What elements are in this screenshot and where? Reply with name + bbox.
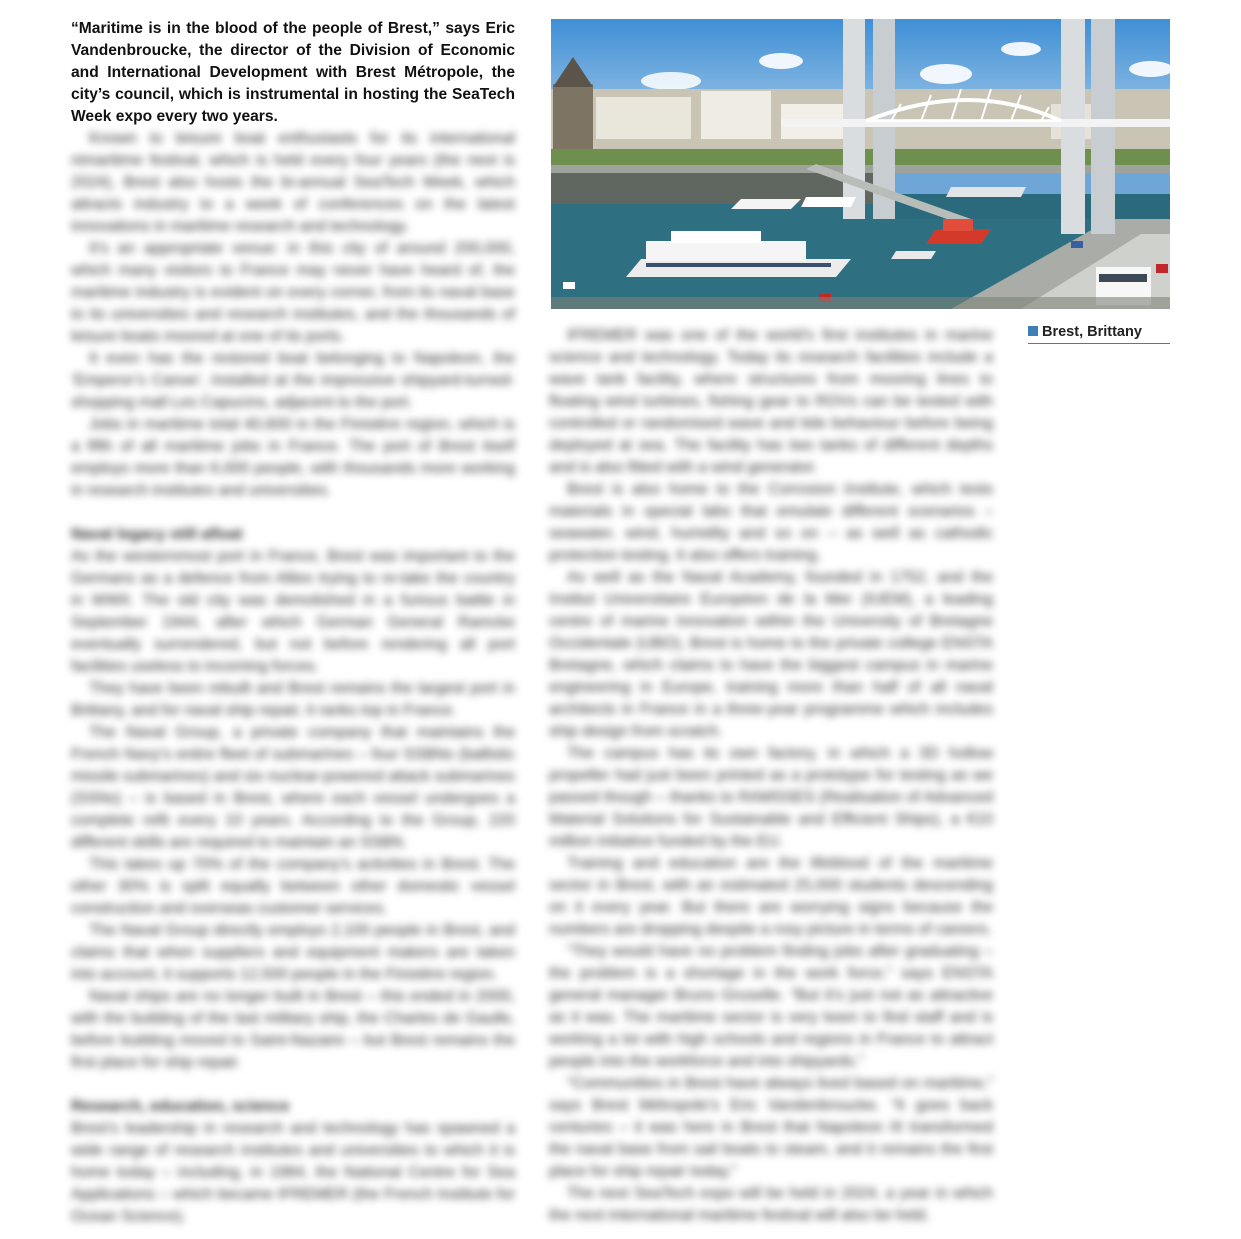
body-paragraph: They have been rebuilt and Brest remains the largest port in Brittany, and for naval ship repair, it ranks top in France. [71,680,515,719]
body-paragraph: As well as the Naval Academy, founded in 1752, and the Institut Universitaire Européen de la Mer (IUEM), a leading centre of marine innovation within the University of Bretagne Occidentale (UBO), Brest is home to the private college ENSTA Bretagne, which claims to have the biggest campus in marine engineering in Europe, training more than half of all naval architects in France in a three-year programme which includes ship design from scratch. [549,569,993,740]
blurred-body-left [71,128,515,1228]
body-paragraph: The Naval Group directly employs 2,100 people in Brest, and claims that when suppliers and equipment makers are taken into account, it supports 12,500 people in the Finistère region. [71,922,515,983]
body-paragraph: The Naval Group, a private company that maintains the French Navy’s entire fleet of submarines – four SSBNs (ballistic missile submarines) and six nuclear-powered attack submarines (SSNs) – is based in Brest, where each vessel undergoes a complete refit every 10 years. According to the Group, 220 different skills are required to maintain an SSBN. [71,724,515,851]
body-paragraph: As the westernmost port in France, Brest was important to the Germans as a defence from Allies trying to re-take the country in WWII. The old city was demolished in a furious battle in September 1944, after which German General Ramcke eventually surrendered, but not before rendering all port facilities useless to incoming forces. [71,548,515,675]
section-heading-naval: Naval legacy still afloat [71,526,243,543]
body-paragraph: The next SeaTech expo will be held in 2024, a year in which the next international maritime festival will also be held. [549,1185,993,1224]
body-paragraph: The campus has its own factory, in which a 3D hollow propeller had just been printed as a prototype for testing as we passed though – thanks to RAMSSES (Realisation of Advanced Material Solutions for Sustainable and Efficient Ships), a €10 million initiative funded by the EU. [549,745,993,850]
body-paragraph: IFREMER was one of the world’s first institutes in marine science and technology. Today its research facilities include a wave tank facility, where structures from mooring lines to floating wind turbines, fishing gear to ROVs can be tested with controlled or randomised wave and tide behaviour before being deployed at sea. The facility has two tanks of different depths and is also fitted with a wind generator. [549,327,993,476]
body-paragraph: It even has the restored boat belonging to Napoleon, the ‘Emperor’s Canoe’, installed at the impressive shipyard-turned-shopping mall Les Capucins, adjacent to the port. [71,350,515,411]
body-paragraph: It’s an appropriate venue: in this city of around 200,000, which many visitors to France may never have heard of, the maritime industry is evident on every corner, from its naval base to its universities and research institutes, and the thousands of leisure boats moored at one of its ports. [71,240,515,345]
section2-paragraphs [71,1118,515,1228]
photo-caption [1028,322,1170,344]
harbour-photo [551,19,1170,309]
body-paragraph: Naval ships are no longer built in Brest – this ended in 2000, with the building of the last military ship, the Charles de Gaulle, before building moved to Saint-Nazaire – but Brest remains the first place for ship repair. [71,988,515,1071]
body-paragraph: Known to leisure boat enthusiasts for its international nimaritime festival, which is held every four years (the next is 2024), Brest also hosts the bi-annual SeaTech Week, which attracts industry to a week of conferences on the latest innovations in maritime research and technology. [71,130,515,235]
body-paragraph: Brest is also home to the Corrosion Institute, which tests materials in special labs that emulate different scenarios – seawater, wind, humidity and so on – as well as cathodic protection testing. It also offers training. [549,481,993,564]
body-paragraph: Jobs in maritime total 40,600 in the Finistère region, which is a fifth of all maritime jobs in France. The port of Brest itself employs more than 6,000 people, with thousands more working in research institutes and universities. [71,416,515,499]
left-paragraphs [71,128,515,502]
body-paragraph: “They would have no problem finding jobs after graduating – the problem is a shortage in the work force,” says ENSTA general manager Bruno Gruselle. “But it’s just not as attractive as it was. The maritime sector is very keen to find staff and is working a lot with high schools and regions in France to attract people into the workforce and into shipyards.” [549,943,993,1070]
body-paragraph: This takes up 70% of the company’s activities in Brest. The other 30% is split equally between other domestic vessel construction and overseas customer services. [71,856,515,917]
body-paragraph: “Communities in Brest have always lived based on maritime,” says Brest Métropole’s Eric Vandenbroucke. “It goes back centuries – it was here in Brest that Napoleon III transformed the naval base from sail boats to steam, and it remains the first place for ship repair today.” [549,1075,993,1180]
section-heading-research: Research, education, science [71,1098,290,1115]
body-paragraph: Training and education are the lifeblood of the maritime sector in Brest, with an estimated 25,000 students descending on it every year. But there are worrying signs because the numbers are dropping despite a rosy picture in terms of careers. [549,855,993,938]
caption-marker [1028,326,1038,336]
body-paragraph: Brest’s leadership in research and technology has spawned a wide range of research institutes and universities to which it is home today – including, in 1984, the National Centre for Sea Applications – which became IFREMER (the French Institute for Ocean Science). [71,1120,515,1225]
intro-paragraph: “Maritime is in the blood of the people of Brest,” says Eric Vandenbroucke, the director of the Division of Economic and International Development with Brest Métropole, the city’s council, which is instrumental in hosting the SeaTech Week expo every two years. [71,20,515,125]
caption-text: Brest, Brittany [1042,324,1142,340]
middle-paragraphs [549,325,993,1227]
section1-paragraphs [71,546,515,1074]
left-column [71,18,515,1228]
middle-column [549,325,993,1227]
